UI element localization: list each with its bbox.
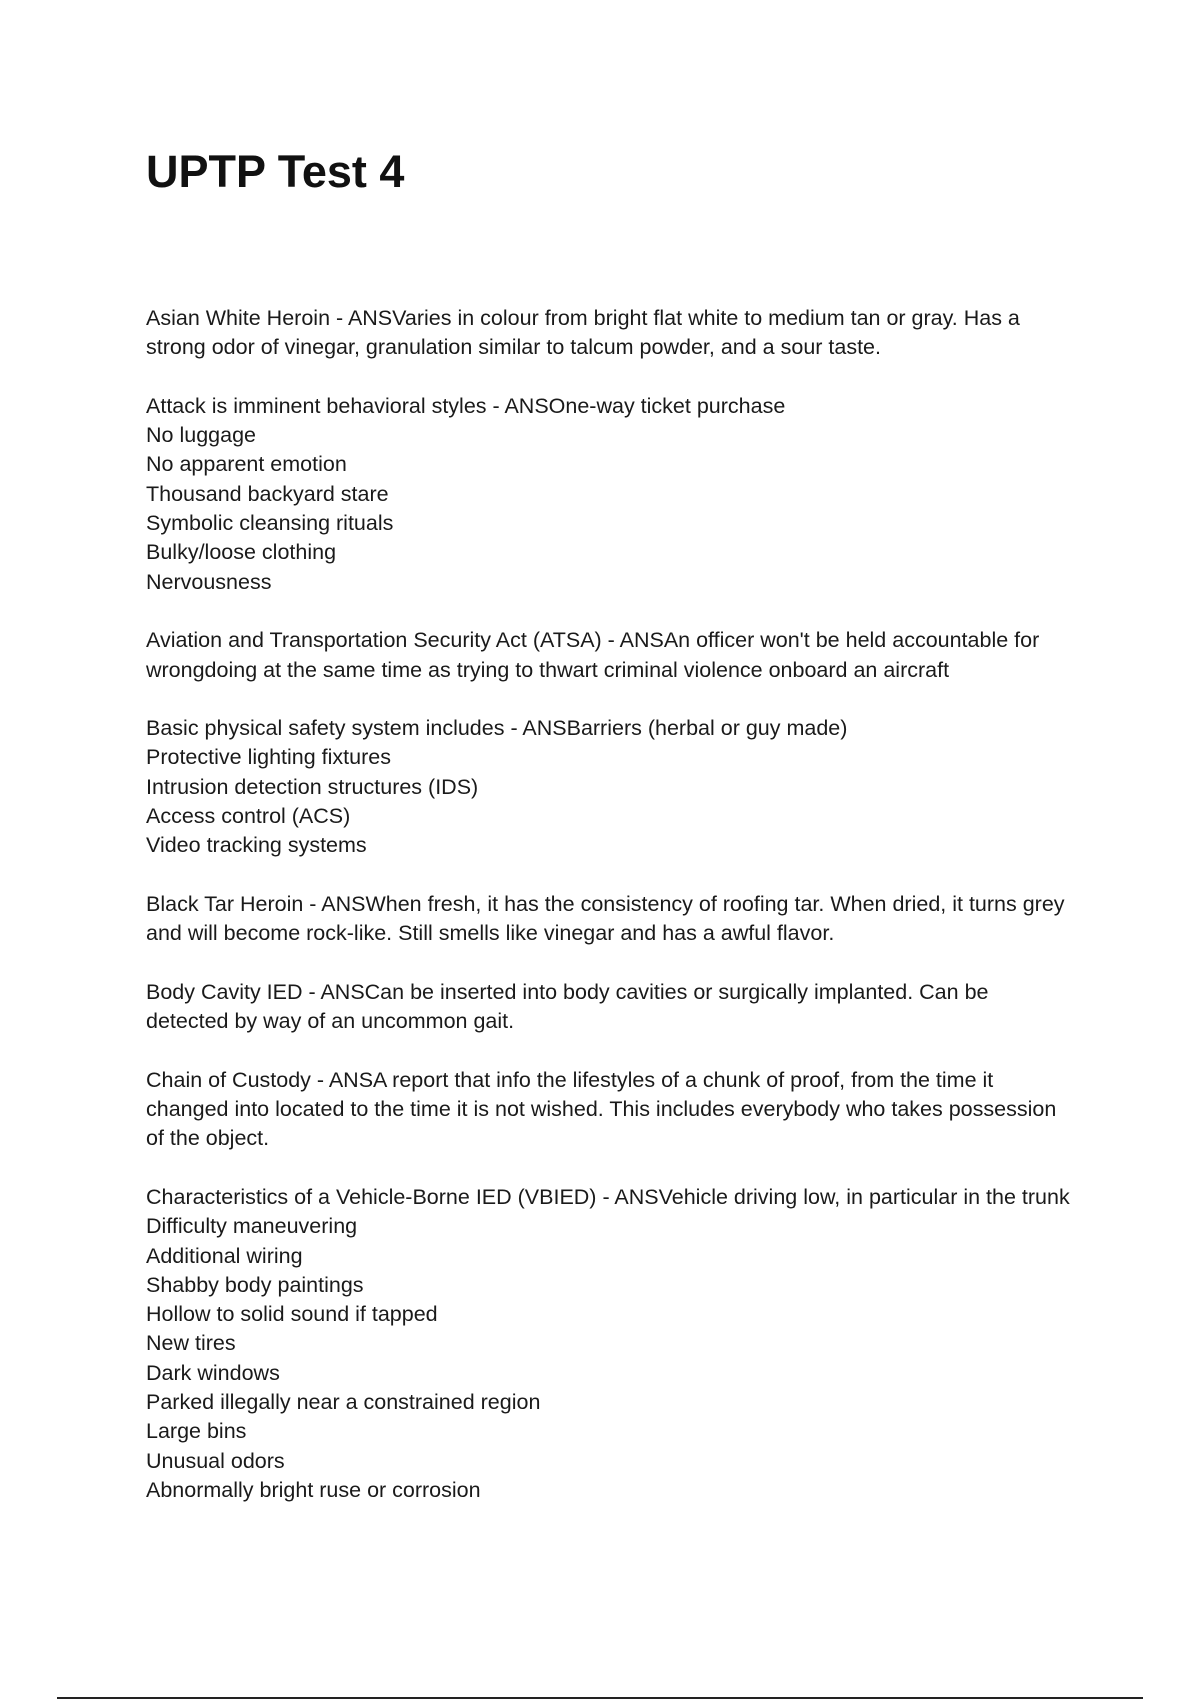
entry-line: Difficulty maneuvering (146, 1214, 358, 1239)
entry-line: Symbolic cleansing rituals (146, 511, 394, 536)
entry-line: New tires (146, 1331, 236, 1356)
entry-vbied (146, 1183, 1076, 1505)
footer-divider (57, 1697, 1143, 1699)
entry-attack-imminent (146, 392, 1076, 597)
entry-line: Protective lighting fixtures (146, 745, 391, 770)
page-title: UPTP Test 4 (146, 146, 405, 197)
document-body (146, 304, 1076, 1534)
entry-line: Abnormally bright ruse or corrosion (146, 1477, 481, 1502)
entry-line: Video tracking systems (146, 833, 367, 858)
entry-physical-safety (146, 714, 1076, 860)
entry-line: Bulky/loose clothing (146, 540, 337, 565)
entry-line: Thousand backyard stare (146, 481, 389, 506)
entry-line: Parked illegally near a constrained region (146, 1389, 541, 1414)
entry-line: Intrusion detection structures (IDS) (146, 774, 479, 799)
entry-line: Chain of Custody - ANSA report that info the lifestyles of a chunk of proof, from the time it changed into located to the time it is not wished. This includes everybody who takes possession of the object. (146, 1067, 1057, 1151)
entry-line: Black Tar Heroin - ANSWhen fresh, it has the consistency of roofing tar. When dried, it turns grey and will become rock-like. Still smells like vinegar and has a awful flavor. (146, 891, 1065, 946)
entry-line: No apparent emotion (146, 452, 347, 477)
entry-line: Additional wiring (146, 1243, 303, 1268)
entry-line: Body Cavity IED - ANSCan be inserted into body cavities or surgically implanted. Can be detected by way of an uncommon gait. (146, 979, 989, 1034)
entry-line: Access control (ACS) (146, 804, 351, 829)
entry-line: Hollow to solid sound if tapped (146, 1302, 438, 1327)
entry-body-cavity-ied (146, 978, 1076, 1037)
entry-line: Large bins (146, 1419, 247, 1444)
entry-line: Aviation and Transportation Security Act (ATSA) - ANSAn officer won't be held accountable for wrongdoing at the same time as trying to thwart criminal violence onboard an aircraft (146, 628, 1040, 682)
entry-line: Shabby body paintings (146, 1272, 364, 1297)
entry-line: Unusual odors (146, 1448, 285, 1473)
entry-atsa (146, 626, 1076, 685)
entry-line: No luggage (146, 423, 256, 448)
entry-asian-white-heroin (146, 304, 1076, 363)
entry-line: Basic physical safety system includes - ANSBarriers (herbal or guy made) (146, 716, 848, 741)
entry-line: Asian White Heroin - ANSVaries in colour from bright flat white to medium tan or gray. Has a strong odor of vinegar, granulation similar to talcum powder, and a sour taste. (146, 306, 1020, 360)
entry-line: Attack is imminent behavioral styles - ANSOne-way ticket purchase (146, 393, 786, 418)
entry-chain-of-custody (146, 1066, 1076, 1154)
entry-black-tar-heroin (146, 890, 1076, 949)
entry-line: Dark windows (146, 1360, 280, 1385)
entry-line: Nervousness (146, 569, 272, 594)
entry-line: Characteristics of a Vehicle-Borne IED (VBIED) - ANSVehicle driving low, in particular in the trunk (146, 1184, 1070, 1209)
